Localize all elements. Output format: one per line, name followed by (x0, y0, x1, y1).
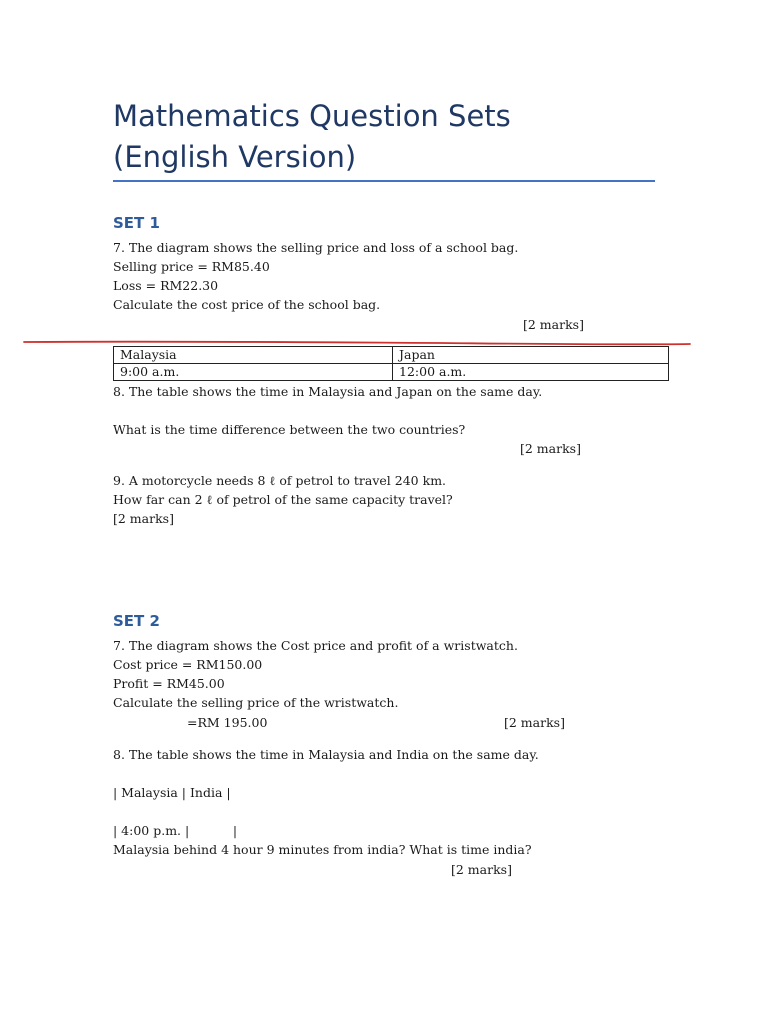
document-title: Mathematics Question Sets (English Version) (113, 99, 511, 174)
set2-q7-answer: =RM 195.00 (187, 715, 268, 730)
table-cell-japan-time: 12:00 a.m. (393, 364, 669, 381)
set1-q8-line2: What is the time difference between the two countries? (113, 422, 466, 437)
set1-q7-marks: [2 marks] (523, 317, 584, 332)
table-cell-japan: Japan (393, 347, 669, 364)
set1-q9-line1: 9. A motorcycle needs 8 ℓ of petrol to travel 240 km. (113, 473, 447, 488)
set2-heading: SET 2 (113, 612, 160, 630)
table-cell-malaysia-time: 9:00 a.m. (114, 364, 393, 381)
set1-q8-line1: 8. The table shows the time in Malaysia and Japan on the same day. (113, 384, 543, 399)
set1-q7-line4: Calculate the cost price of the school bag. (113, 297, 381, 312)
set2-q7-line4: Calculate the selling price of the wristwatch. (113, 695, 399, 710)
table-cell-malaysia: Malaysia (114, 347, 393, 364)
set2-q8-marks: [2 marks] (451, 862, 512, 877)
set2-q8-line2: Malaysia behind 4 hour 9 minutes from india? What is time india? (113, 842, 532, 857)
set2-q7-marks: [2 marks] (504, 715, 565, 730)
set1-q9-marks: [2 marks] (113, 511, 174, 526)
set1-q7-line2: Selling price = RM85.40 (113, 259, 270, 274)
table-row (114, 347, 669, 364)
set2-q7-line2: Cost price = RM150.00 (113, 657, 263, 672)
set1-q7-line1: 7. The diagram shows the selling price and loss of a school bag. (113, 240, 519, 255)
set1-heading: SET 1 (113, 214, 160, 232)
set1-q9-line2: How far can 2 ℓ of petrol of the same capacity travel? (113, 492, 453, 507)
set1-q8-marks: [2 marks] (520, 441, 581, 456)
title-underline (113, 180, 655, 182)
set2-q7-line3: Profit = RM45.00 (113, 676, 225, 691)
set2-q8-table-line2: | 4:00 p.m. | | (113, 823, 238, 838)
time-table-malaysia-japan (113, 346, 669, 381)
set1-q7-line3: Loss = RM22.30 (113, 278, 219, 293)
set2-q7-line1: 7. The diagram shows the Cost price and profit of a wristwatch. (113, 638, 518, 653)
table-row (114, 364, 669, 381)
set2-q8-table-line1: | Malaysia | India | (113, 785, 231, 800)
set2-q8-line1: 8. The table shows the time in Malaysia and India on the same day. (113, 747, 539, 762)
